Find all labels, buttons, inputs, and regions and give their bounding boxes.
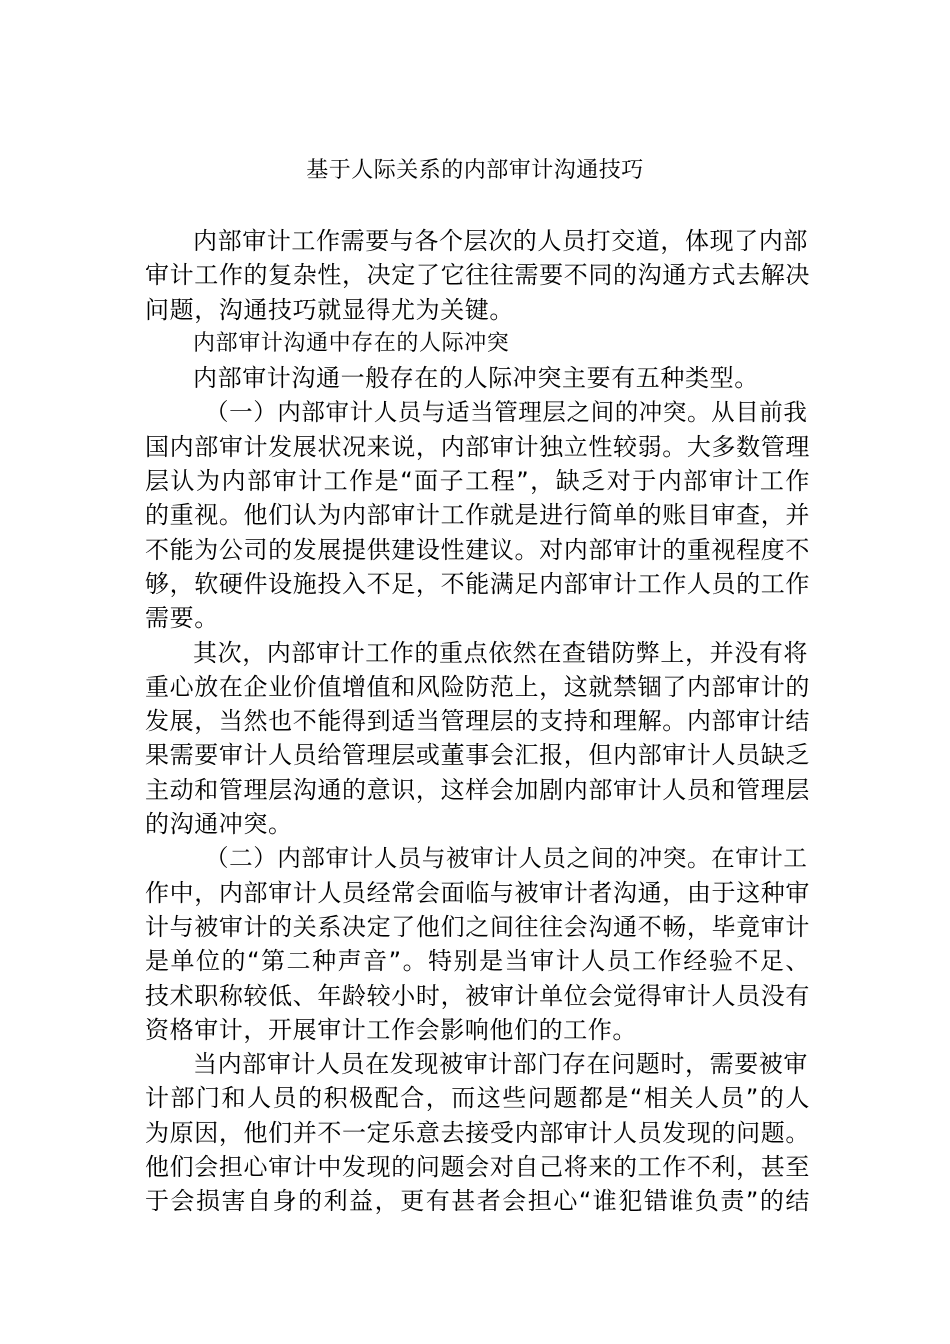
paragraph-line: 审计工作的复杂性，决定了它往往需要不同的沟通方式去解决 bbox=[145, 261, 810, 290]
paragraph-line: 果需要审计人员给管理层或董事会汇报，但内部审计人员缺乏 bbox=[145, 741, 810, 770]
paragraph-line: 的重视。他们认为内部审计工作就是进行简单的账目审查，并 bbox=[145, 501, 810, 530]
paragraph-line: 内部审计工作需要与各个层次的人员打交道，体现了内部 bbox=[193, 227, 808, 255]
section-heading: 内部审计沟通中存在的人际冲突 bbox=[193, 330, 510, 356]
paragraph-line: （一）内部审计人员与适当管理层之间的冲突。从目前我 bbox=[205, 398, 808, 427]
paragraph-line: 发展，当然也不能得到适当管理层的支持和理解。内部审计结 bbox=[145, 707, 810, 736]
paragraph-line: 主动和管理层沟通的意识，这样会加剧内部审计人员和管理层 bbox=[145, 775, 810, 804]
paragraph-line: 作中，内部审计人员经常会面临与被审计者沟通，由于这种审 bbox=[145, 878, 810, 907]
paragraph-line: 需要。 bbox=[145, 604, 219, 633]
paragraph-line: 于会损害自身的利益，更有甚者会担心“谁犯错谁负责”的结 bbox=[145, 1187, 810, 1216]
paragraph-line: 计部门和人员的积极配合，而这些问题都是“相关人员”的人 bbox=[145, 1084, 810, 1113]
paragraph-line: 内部审计沟通一般存在的人际冲突主要有五种类型。 bbox=[193, 364, 759, 393]
paragraph-line: 计与被审计的关系决定了他们之间往往会沟通不畅，毕竟审计 bbox=[145, 912, 810, 941]
document-title: 基于人际关系的内部审计沟通技巧 bbox=[306, 158, 644, 183]
paragraph-line: 国内部审计发展状况来说，内部审计独立性较弱。大多数管理 bbox=[145, 432, 810, 461]
paragraph-line: 是单位的“第二种声音”。特别是当审计人员工作经验不足、 bbox=[145, 947, 810, 976]
paragraph-line: 重心放在企业价值增值和风险防范上，这就禁锢了内部审计的 bbox=[145, 672, 810, 701]
paragraph-line: 层认为内部审计工作是“面子工程”，缺乏对于内部审计工作 bbox=[145, 467, 810, 496]
paragraph-line: 资格审计，开展审计工作会影响他们的工作。 bbox=[145, 1015, 637, 1044]
paragraph-line: 其次，内部审计工作的重点依然在查错防弊上，并没有将 bbox=[193, 638, 808, 667]
paragraph-line: 不能为公司的发展提供建设性建议。对内部审计的重视程度不 bbox=[145, 535, 810, 564]
paragraph-line: 够，软硬件设施投入不足，不能满足内部审计工作人员的工作 bbox=[145, 569, 810, 598]
paragraph-line: 的沟通冲突。 bbox=[145, 810, 293, 839]
paragraph-line: 为原因，他们并不一定乐意去接受内部审计人员发现的问题。 bbox=[145, 1118, 810, 1147]
paragraph-line: （二）内部审计人员与被审计人员之间的冲突。在审计工 bbox=[205, 844, 808, 873]
document-body bbox=[145, 224, 810, 1219]
paragraph-line: 技术职称较低、年龄较小时，被审计单位会觉得审计人员没有 bbox=[145, 981, 810, 1010]
paragraph-line: 问题，沟通技巧就显得尤为关键。 bbox=[145, 295, 514, 324]
paragraph-line: 当内部审计人员在发现被审计部门存在问题时，需要被审 bbox=[193, 1050, 808, 1079]
paragraph-line: 他们会担心审计中发现的问题会对自己将来的工作不利，甚至 bbox=[145, 1153, 810, 1182]
